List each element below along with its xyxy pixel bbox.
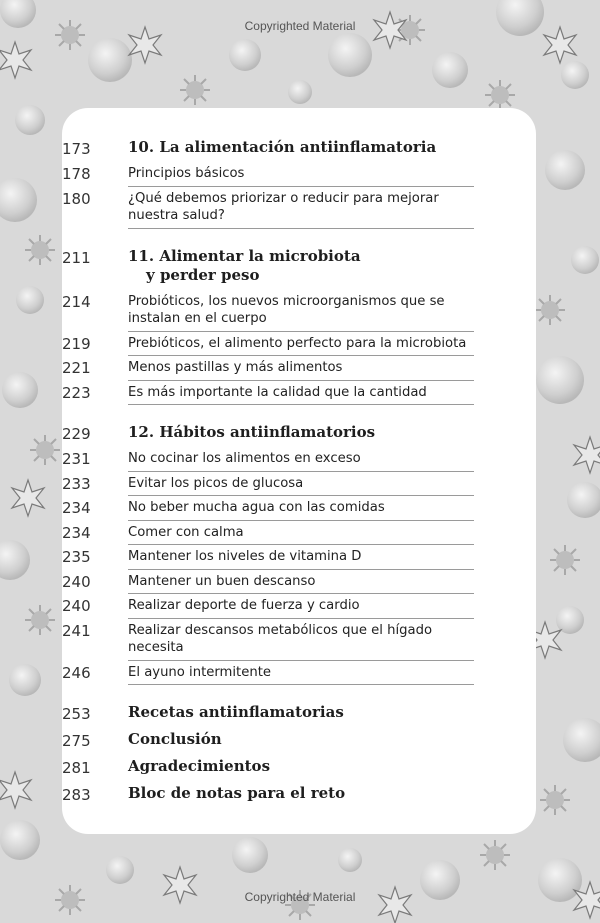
toc-chapter-11[interactable] [62, 246, 474, 285]
page-number: 233 [62, 474, 91, 493]
toc-item[interactable] [62, 548, 474, 570]
page-number: 221 [62, 359, 91, 377]
toc-item[interactable] [62, 165, 474, 187]
toc-item[interactable] [62, 523, 474, 546]
toc-item[interactable] [62, 359, 474, 381]
item-title: Probióticos, los nuevos microorganismos que se instalan en el cuerpo [128, 293, 474, 332]
page-number: 246 [62, 663, 91, 682]
page-number: 275 [62, 732, 91, 750]
toc-section-recipes[interactable] [62, 703, 474, 723]
item-title: Realizar deporte de fuerza y cardio [128, 597, 474, 619]
toc-item[interactable] [62, 334, 474, 357]
item-title: Es más importante la calidad que la cantidad [128, 384, 474, 406]
table-of-contents [62, 138, 474, 804]
chapter-title: 12. Hábitos antiinflamatorios [128, 423, 376, 441]
page-number: 240 [62, 597, 91, 615]
item-title: No cocinar los alimentos en exceso [128, 450, 474, 472]
chapter-title [128, 247, 474, 285]
page-number: 214 [62, 292, 91, 311]
item-title: Mantener un buen descanso [128, 573, 474, 595]
item-title: Comer con calma [128, 524, 474, 546]
toc-item[interactable] [62, 597, 474, 619]
toc-item[interactable] [62, 663, 474, 686]
toc-section-conclusion[interactable] [62, 730, 474, 750]
section-title: Agradecimientos [128, 757, 271, 775]
item-title: Principios básicos [128, 165, 474, 187]
page-number: 253 [62, 705, 91, 723]
page-number: 219 [62, 334, 91, 353]
toc-chapter-10[interactable] [62, 138, 474, 158]
toc-card [62, 108, 536, 834]
page-number: 180 [62, 189, 91, 208]
page-number: 211 [62, 248, 91, 267]
item-title: Realizar descansos metabólicos que el hígado necesita [128, 622, 474, 661]
page-number: 173 [62, 140, 91, 158]
toc-item[interactable] [62, 383, 474, 406]
watermark-top: Copyrighted Material [244, 19, 356, 33]
toc-section-acknowledgements[interactable] [62, 757, 474, 777]
item-title: Prebióticos, el alimento perfecto para la microbiota [128, 335, 474, 357]
item-title: Menos pastillas y más alimentos [128, 359, 474, 381]
section-title: Bloc de notas para el reto [128, 784, 346, 802]
chapter-title: 10. La alimentación antiinflamatoria [128, 138, 437, 156]
toc-chapter-12[interactable] [62, 423, 474, 443]
item-title: No beber mucha agua con las comidas [128, 499, 474, 521]
page-number: 240 [62, 572, 91, 591]
item-title: Mantener los niveles de vitamina D [128, 548, 474, 570]
toc-item[interactable] [62, 474, 474, 497]
toc-section-notes[interactable] [62, 784, 474, 804]
page-number: 235 [62, 548, 91, 566]
page-number: 281 [62, 759, 91, 777]
item-title: ¿Qué debemos priorizar o reducir para mejorar nuestra salud? [128, 190, 474, 229]
page-number: 234 [62, 499, 91, 517]
toc-item[interactable] [62, 499, 474, 521]
page-number: 178 [62, 165, 91, 183]
page-number: 231 [62, 450, 91, 468]
page-number: 223 [62, 383, 91, 402]
toc-item[interactable] [62, 292, 474, 332]
page-number: 234 [62, 523, 91, 542]
item-title: Evitar los picos de glucosa [128, 475, 474, 497]
section-title: Conclusión [128, 730, 222, 748]
chapter-title-line-2: y perder peso [146, 265, 260, 284]
chapter-title-line-1: 11. Alimentar la microbiota [128, 246, 361, 265]
toc-item[interactable] [62, 572, 474, 595]
item-title: El ayuno intermitente [128, 664, 474, 686]
page-number: 241 [62, 621, 91, 640]
page-number: 229 [62, 425, 91, 443]
toc-item[interactable] [62, 189, 474, 229]
section-title: Recetas antiinflamatorias [128, 703, 344, 721]
watermark-bottom: Copyrighted Material [244, 890, 356, 904]
toc-item[interactable] [62, 621, 474, 661]
toc-item[interactable] [62, 450, 474, 472]
page-number: 283 [62, 786, 91, 804]
